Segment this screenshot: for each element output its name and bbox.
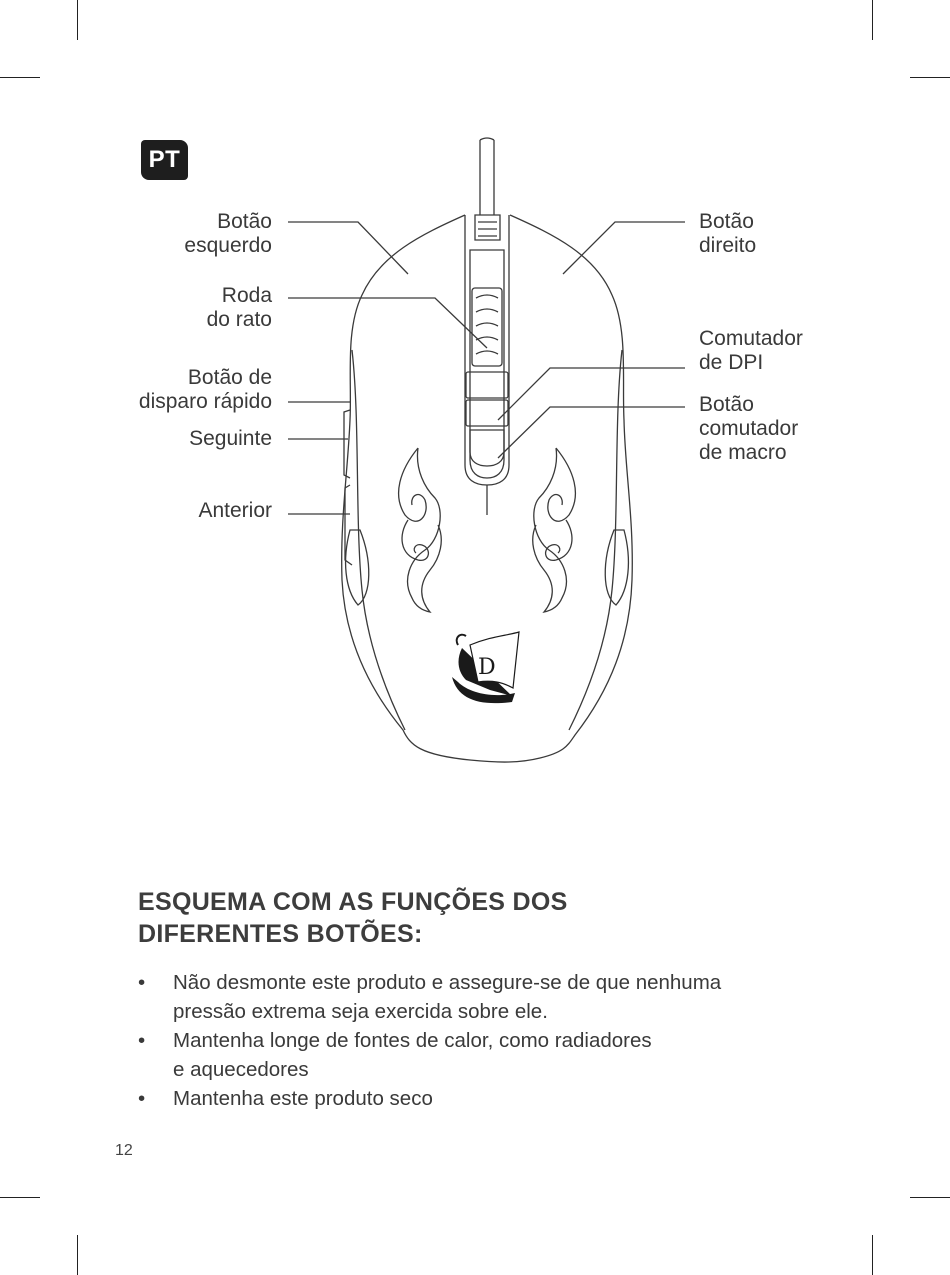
leader-left-button (288, 222, 408, 274)
leader-dpi (498, 368, 685, 420)
leader-macro (498, 407, 685, 458)
label-fire-button: Botão de disparo rápido (138, 366, 272, 413)
label-left-button: Botão esquerdo (184, 210, 272, 257)
mouse-cable (480, 138, 494, 215)
list-item: • Mantenha este produto seco (138, 1084, 858, 1113)
label-right-button: Botão direito (699, 210, 757, 257)
crop-mark (910, 1197, 950, 1198)
right-grip (605, 530, 628, 605)
cable-connector (475, 215, 500, 240)
list-item: • Não desmonte este produto e assegure-se de que nenhuma pressão extrema seja exercida sobre ele. (138, 968, 858, 1026)
ship-logo (452, 632, 519, 703)
section-heading: ESQUEMA COM AS FUNÇÕES DOS DIFERENTES BOTÕES: (138, 888, 568, 948)
list-item: • Mantenha longe de fontes de calor, como radiadores e aquecedores (138, 1026, 858, 1084)
tribal-left (399, 448, 442, 612)
leader-right-button (563, 222, 685, 274)
left-grip (346, 530, 369, 605)
language-badge: PT (141, 140, 188, 180)
label-macro-switch: Botão comutador de macro (699, 393, 799, 464)
label-forward: Seguinte (189, 427, 272, 450)
page-number: 12 (115, 1142, 133, 1159)
crop-mark (0, 1197, 40, 1198)
crop-mark (77, 1235, 78, 1275)
macro-button (466, 400, 508, 426)
crop-mark (872, 1235, 873, 1275)
tribal-right (533, 448, 576, 612)
label-scroll-wheel: Roda do rato (206, 284, 272, 331)
safety-list (138, 968, 858, 1113)
dpi-button (466, 372, 508, 398)
label-back: Anterior (198, 499, 272, 522)
leader-scroll-wheel (288, 298, 487, 348)
label-dpi-switch: Comutador de DPI (699, 327, 803, 374)
ship-logo-letter: D (478, 655, 496, 680)
